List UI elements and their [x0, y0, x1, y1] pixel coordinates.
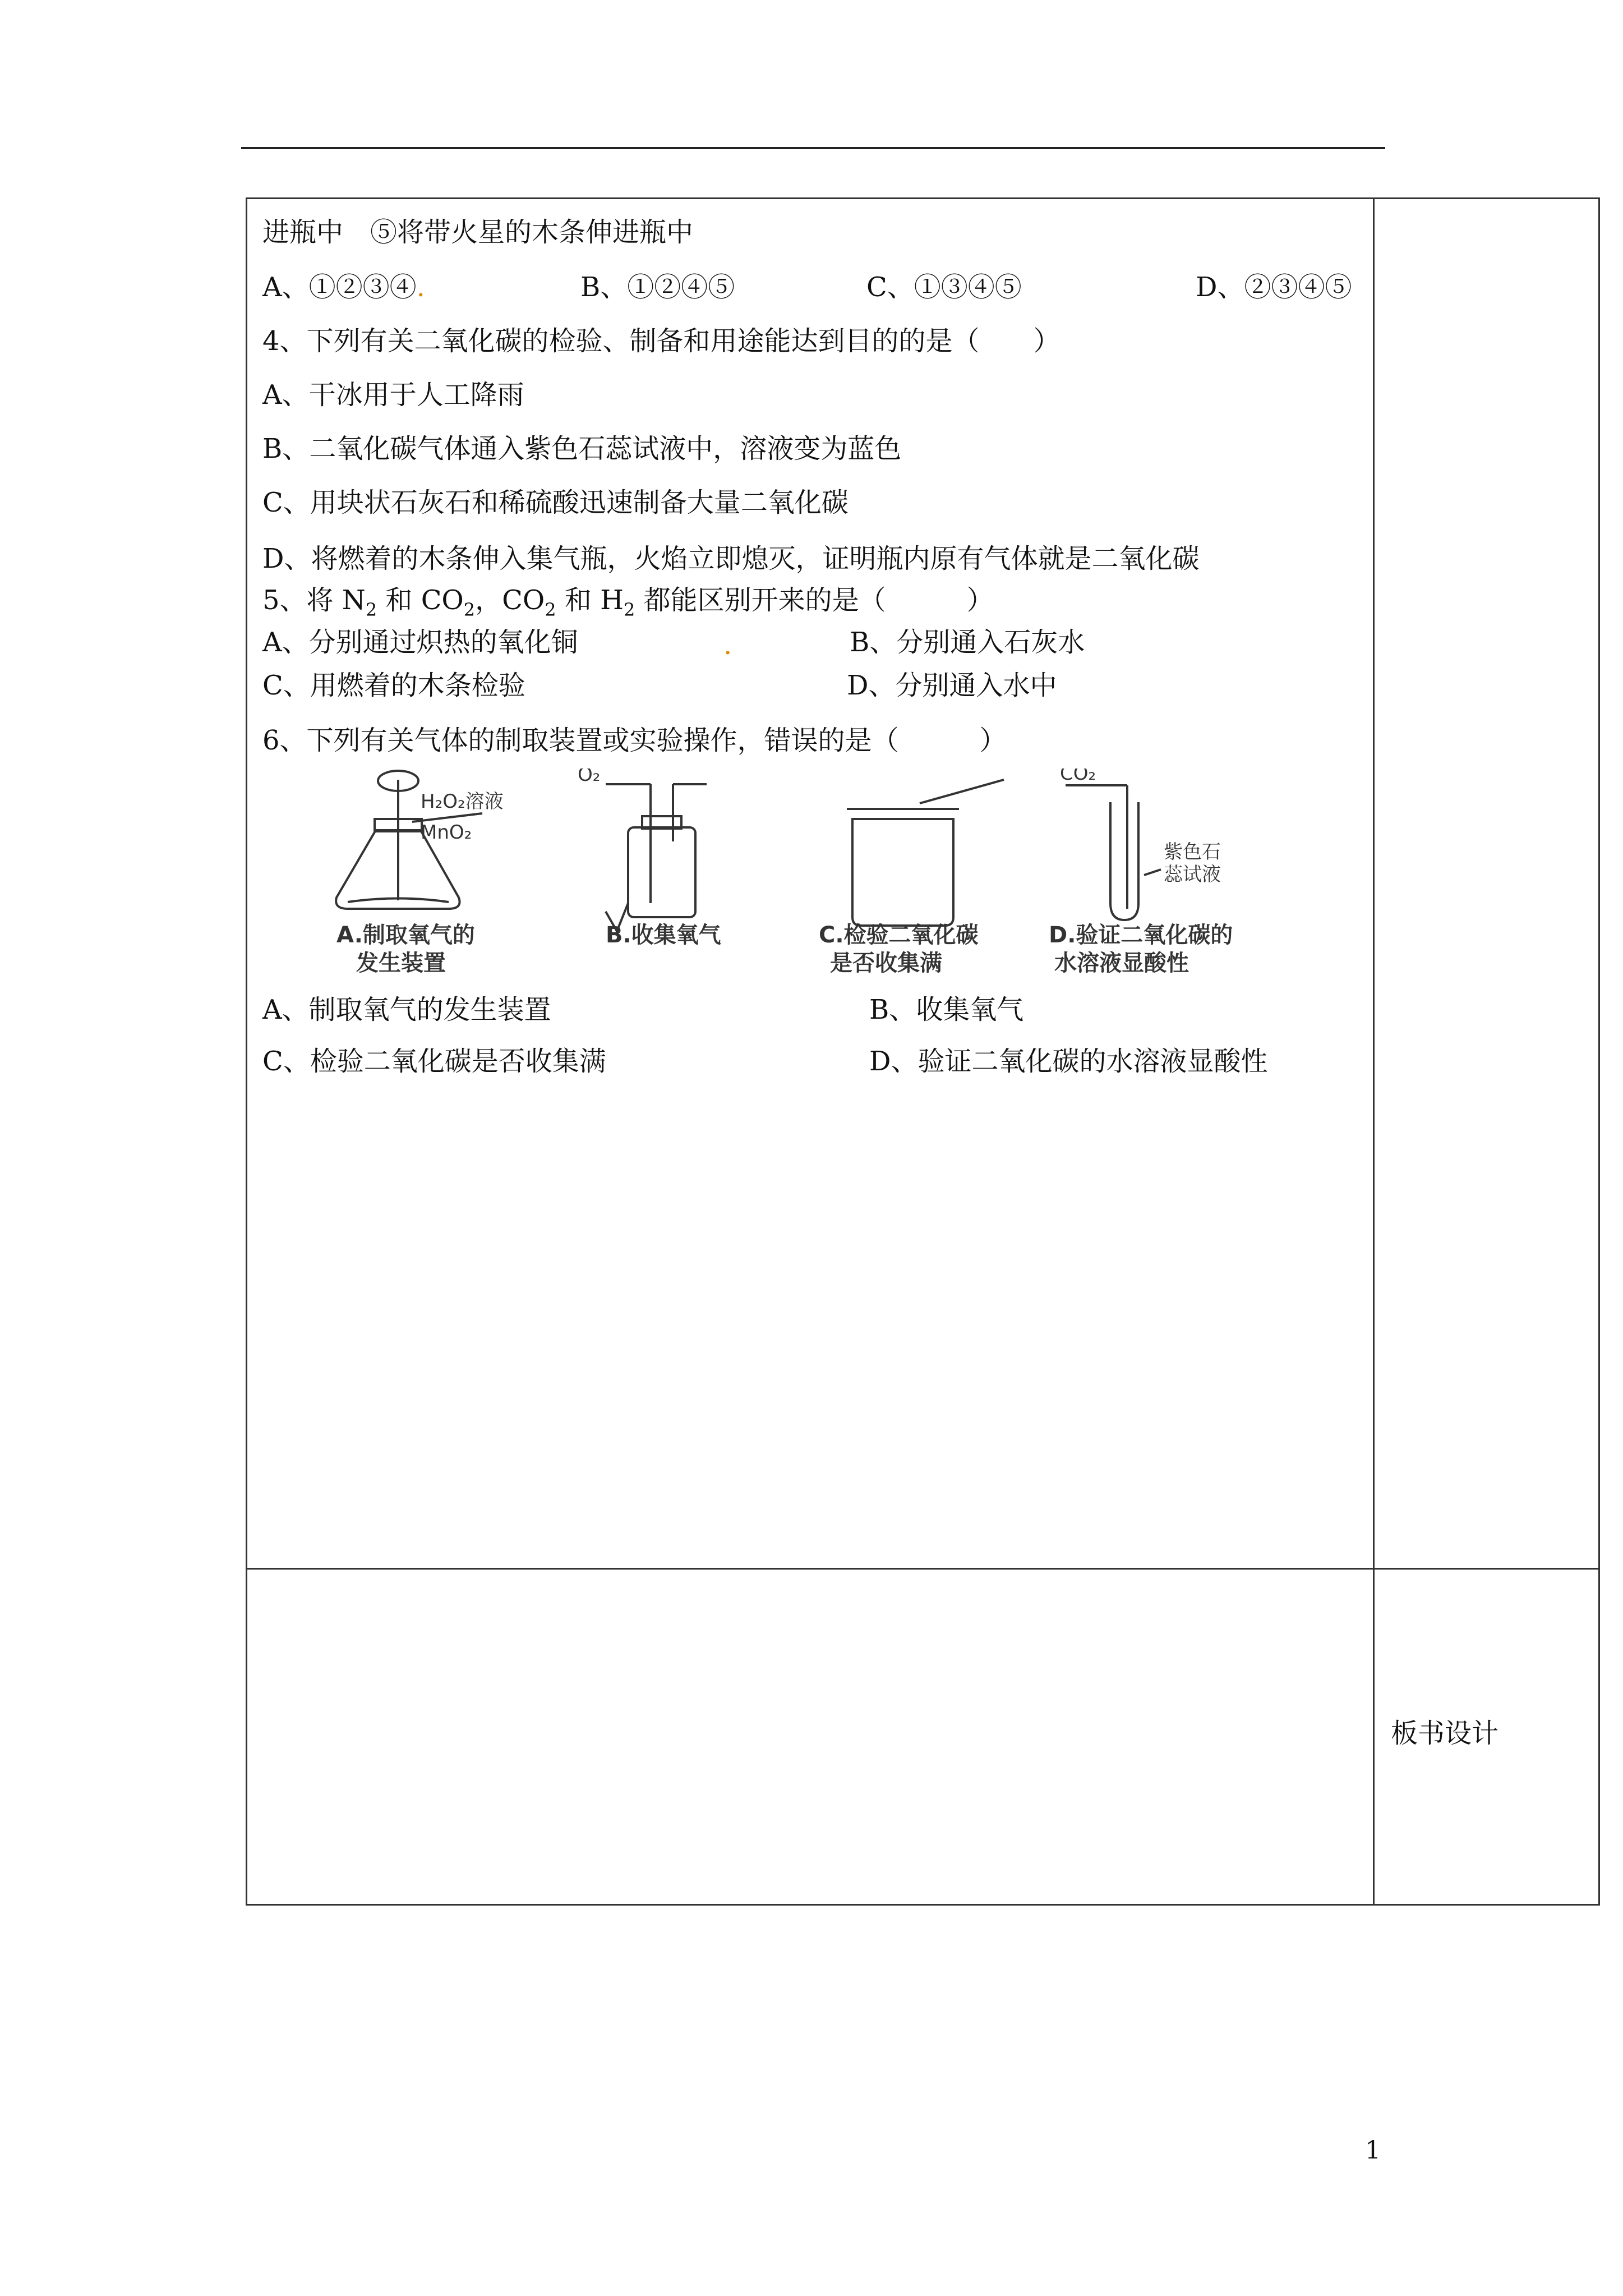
caption-c-line2: 是否收集满	[830, 950, 942, 976]
caption-b: B.收集氧气	[606, 922, 721, 948]
column-divider	[1373, 197, 1375, 1906]
board-design-label: 板书设计	[1391, 1718, 1499, 1749]
q4-option-a: A、干冰用于人工降雨	[262, 379, 524, 411]
q6-stem: 6、下列有关气体的制取装置或实验操作，错误的是（ ）	[262, 725, 1007, 756]
apparatus-c-jar	[847, 780, 1004, 926]
q3-option-a: A、①②③④.	[262, 272, 425, 303]
apparatus-drawing	[314, 769, 1335, 982]
apparatus-b-bottle	[606, 784, 707, 931]
label-o2: O₂	[578, 769, 601, 786]
q3-option-c: C、①③④⑤	[866, 272, 1022, 303]
q6-option-d: D、验证二氧化碳的水溶液显酸性	[869, 1046, 1268, 1077]
label-co2: CO₂	[1060, 769, 1096, 785]
caption-c-line1: C.检验二氧化碳	[819, 922, 979, 948]
q5-stem: 5、将 $N_2$ 和 $CO_2$，$CO_2$ 和 $H_2$ 都能区别开来的是（ ）	[262, 585, 994, 620]
q4-option-c: C、用块状石灰石和稀硫酸迅速制备大量二氧化碳	[262, 487, 849, 518]
q6-option-a: A、制取氧气的发生装置	[262, 994, 551, 1025]
page-number: 1	[1365, 2136, 1381, 2165]
q5-option-b: B、分别通入石灰水	[850, 627, 1085, 658]
caption-d-line2: 水溶液显酸性	[1054, 950, 1189, 976]
q5-option-a: A、分别通过炽热的氧化铜	[262, 627, 578, 658]
label-mno2: MnO₂	[421, 821, 472, 844]
q3-option-b: B、①②④⑤	[580, 272, 735, 303]
q5-option-d: D、分别通入水中	[847, 670, 1057, 701]
q6-option-b: B、收集氧气	[869, 994, 1024, 1025]
caption-a-line1: A.制取氧气的	[336, 922, 475, 948]
q4-option-b: B、二氧化碳气体通入紫色石蕊试液中，溶液变为蓝色	[262, 433, 902, 464]
row-divider	[246, 1568, 1600, 1570]
header-rule	[241, 147, 1385, 149]
q6-apparatus-figure	[314, 769, 1335, 982]
caption-a-line2: 发生装置	[356, 950, 446, 976]
apparatus-d-testtube	[1066, 785, 1161, 920]
label-reagent-line1: 紫色石	[1164, 841, 1221, 863]
label-h2o2: H₂O₂溶液	[421, 790, 504, 813]
q3-continuation: 进瓶中 ⑤将带火星的木条伸进瓶中	[262, 217, 694, 248]
q6-option-c: C、检验二氧化碳是否收集满	[262, 1046, 606, 1077]
q5-option-c: C、用燃着的木条检验	[262, 670, 525, 701]
q3-option-d: D、②③④⑤	[1196, 272, 1352, 303]
q4-option-d: D、将燃着的木条伸入集气瓶，火焰立即熄灭，证明瓶内原有气体就是二氧化碳	[262, 543, 1200, 574]
q4-stem: 4、下列有关二氧化碳的检验、制备和用途能达到目的的是（ ）	[262, 325, 1061, 357]
caption-d-line1: D.验证二氧化碳的	[1049, 922, 1233, 948]
label-reagent-line2: 蕊试液	[1164, 863, 1221, 886]
q5-stray-mark: .	[723, 629, 732, 661]
